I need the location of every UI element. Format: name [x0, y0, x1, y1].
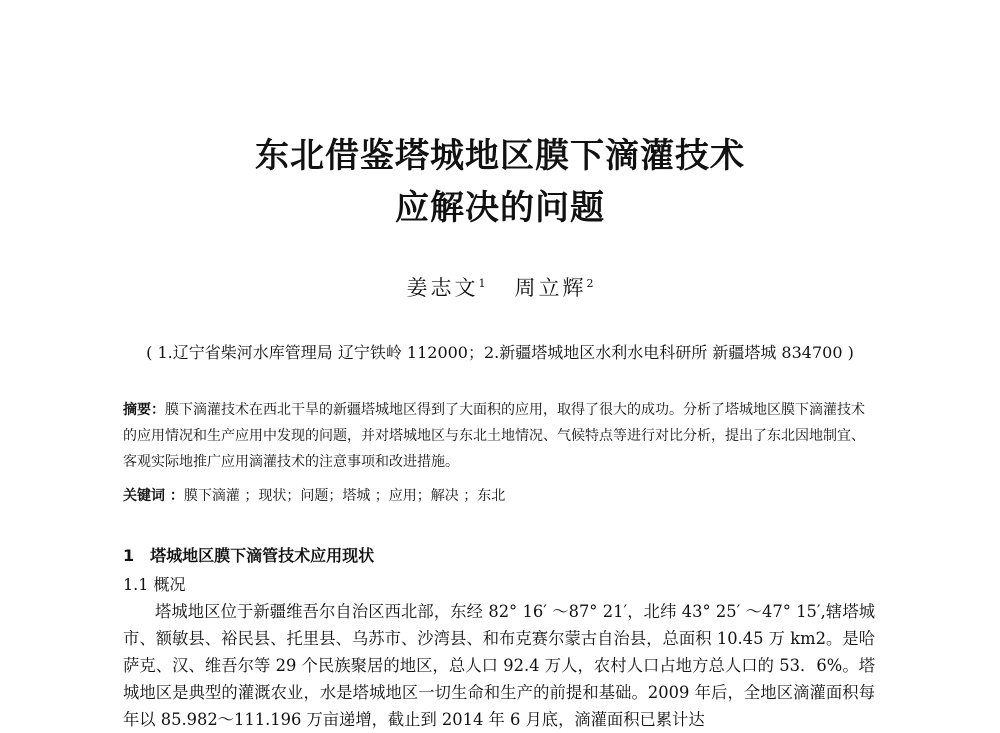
abstract-label: 摘要： — [123, 402, 165, 418]
abstract-text: 膜下滴灌技术在西北干旱的新疆塔城地区得到了大面积的应用，取得了很大的成功。分析了塔城地区膜下滴灌技术的应用情况和生产应用中发现的问题，并对塔城地区与东北土地情况、气候特点等进行对比分析，提出了东北因地制宜、客观实际地推广应用滴灌技术的注意事项和改进措施。 — [123, 402, 865, 470]
author-affiliation-mark: 2 — [586, 277, 594, 290]
subsection-heading: 1.1 概况 — [123, 575, 186, 594]
keywords — [123, 483, 875, 509]
keywords-label: 关键词 ： — [123, 488, 184, 504]
author-name: 姜志文 — [406, 276, 479, 300]
abstract — [123, 397, 875, 475]
author-affiliation-mark: 1 — [478, 277, 486, 290]
body-paragraph: 塔城地区位于新疆维吾尔自治区西北部，东经 82° 16′ ～87° 21′，北纬 43° 25′ ～47° 15′,辖塔城市、额敏县、裕民县、托里县、乌苏市、沙湾县、和布克赛尔蒙古自治县，总面积 10.45 万 km2。是哈萨克、汉、维吾尔等 29 个民族聚居的地区，总人口 92.4 万人，农村人口占地方总人口的 53．6%。塔城地区是典型的灌溉农业，水是塔城地区一切生命和生产的前提和基础。2009 年后，全地区滴灌面积每年以 85.982～111.196 万亩递增，截止到 2014 年 6 月底，滴灌面积已累计达 — [123, 602, 875, 729]
section-heading: 1 塔城地区膜下滴管技术应用现状 — [123, 546, 375, 565]
affiliations: ( 1.辽宁省柴河水库管理局 辽宁铁岭 112000；2.新疆塔城地区水利水电科研所 新疆塔城 834700 ) — [146, 343, 854, 362]
paper-title-line-1: 东北借鉴塔城地区膜下滴灌技术 — [255, 136, 745, 176]
paper-title-line-2: 应解决的问题 — [395, 188, 605, 228]
author-line — [0, 272, 1000, 302]
keywords-text: 膜下滴灌 ；现状；问题；塔城 ；应用；解决 ；东北 — [183, 488, 506, 504]
author-name: 周立辉 — [514, 276, 587, 300]
